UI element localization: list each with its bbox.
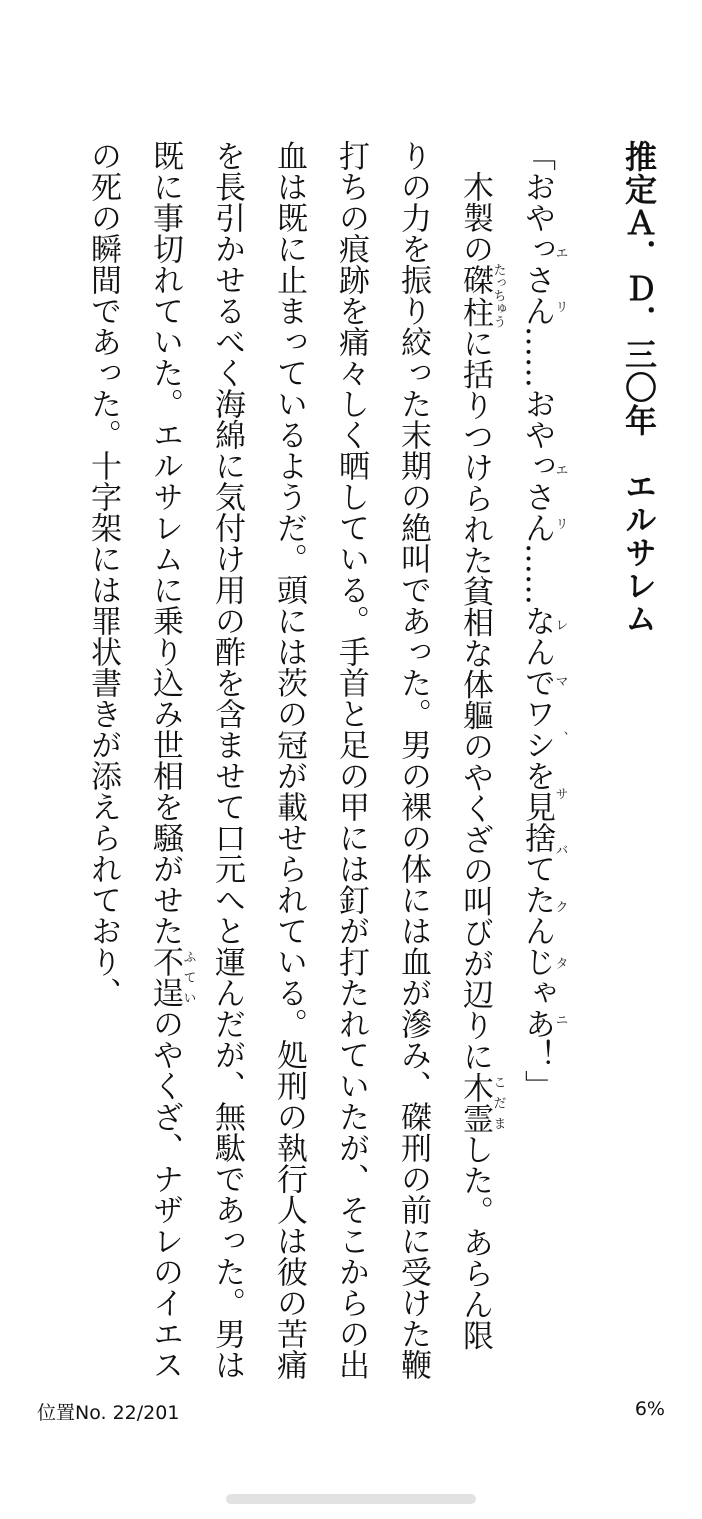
- progress-percent[interactable]: 6%: [634, 1398, 665, 1420]
- paragraph-narration: [72, 140, 506, 1380]
- ruby-base: っさん: [519, 450, 555, 543]
- ruby-base: 木霊: [457, 1071, 493, 1134]
- book-text-area[interactable]: [40, 140, 670, 1380]
- text-run: した。あらん限りの力を振り絞った末期の絶叫であった。男の裸の体には血が滲み、磔刑の前に受けた鞭打ちの痕跡を痛々しく晒している。手首と足の甲には釘が打たれていたが、そこからの出血は既に止まっているようだ。頭には茨の冠が載せられている。処刑の執行人は彼の苦痛を長引かせるべく海綿に気付け用の酢を含ませて口元へと運んだが、無駄であった。男は既に事切れていた。エルサレムに乗り込み世相を騒がせた: [147, 140, 493, 1380]
- text-run: 木製の: [457, 171, 493, 264]
- ruby-text: [519, 605, 568, 1039]
- ruby-text: [519, 450, 568, 543]
- text-run: ……おや: [519, 326, 555, 450]
- location-indicator[interactable]: 位置No. 22/201: [37, 1402, 180, 1424]
- chapter-title: 推定Ａ．Ｄ．三〇年 エルサレム: [620, 140, 658, 635]
- ruby-text: [147, 946, 196, 1008]
- ruby-text: [519, 233, 568, 326]
- text-run: ！」: [519, 1039, 555, 1101]
- ruby-base: なんでワシを見捨てたんじゃあ: [519, 605, 555, 1039]
- furigana: ふてい: [180, 946, 196, 1008]
- furigana: エリ: [552, 450, 568, 543]
- furigana: レマ、サバクタニ: [552, 605, 568, 1039]
- furigana: エリ: [552, 233, 568, 326]
- ruby-base: 磔柱: [457, 263, 493, 329]
- ruby-base: 不逞: [147, 946, 183, 1008]
- ruby-text: [457, 1071, 506, 1134]
- home-indicator[interactable]: [226, 1494, 476, 1504]
- ruby-base: っさん: [519, 233, 555, 326]
- text-run: ……: [519, 543, 555, 605]
- text-run: に括りつけられた貧相な体軀のやくざの叫びが辺りに: [457, 327, 493, 1072]
- furigana: こだま: [490, 1071, 506, 1134]
- ruby-text: [457, 263, 506, 329]
- text-run: 「おや: [519, 140, 555, 233]
- furigana: たっちゅう: [490, 263, 506, 329]
- paragraph-dialogue: [506, 140, 568, 1380]
- text-run: のやくざ、ナザレのイエスの死の瞬間であった。十字架には罪状書きが添えられており、: [85, 140, 183, 1380]
